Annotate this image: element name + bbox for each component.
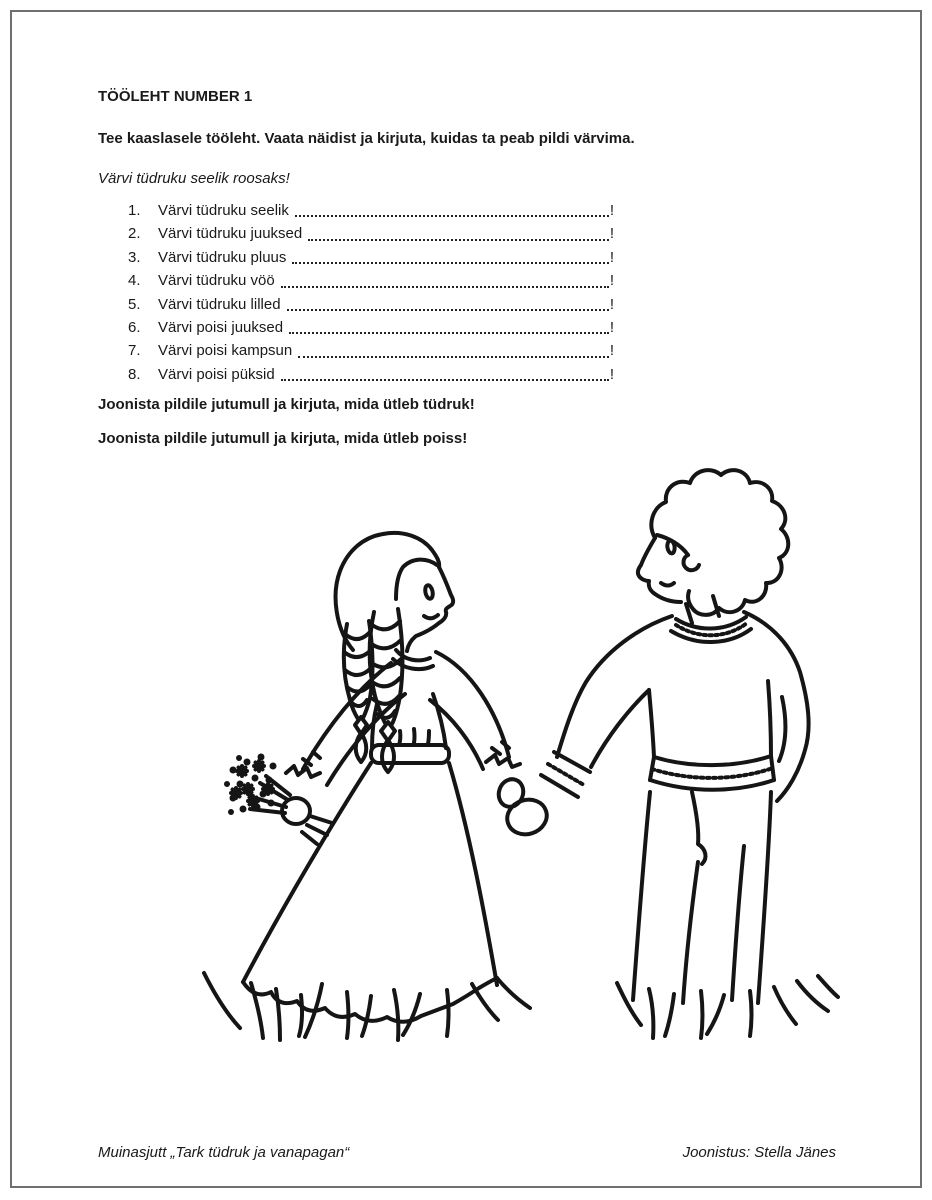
task-row	[98, 199, 614, 222]
task-label: Värvi tüdruku seelik	[158, 202, 289, 219]
bouquet-flowers	[224, 754, 290, 816]
task-number: 2.	[128, 225, 141, 243]
footer-source-text: Muinasjutt „Tark tüdruk ja vanapagan“	[98, 1144, 350, 1161]
task-exclamation: !	[609, 318, 614, 336]
dotted-answer-line	[281, 378, 609, 381]
dotted-answer-line	[292, 261, 608, 264]
dotted-answer-line	[287, 308, 609, 311]
worksheet-title: TÖÖLEHT NUMBER 1	[98, 88, 253, 105]
task-row	[98, 316, 614, 339]
task-exclamation: !	[609, 248, 614, 266]
task-number: 7.	[128, 342, 141, 360]
girl-right-hand	[495, 776, 527, 811]
task-label: Värvi tüdruku lilled	[158, 295, 281, 313]
task-label: Värvi tüdruku pluus	[158, 248, 287, 266]
footer	[98, 1143, 836, 1163]
task-row	[98, 246, 614, 269]
task-label: Värvi tüdruku vöö	[158, 272, 275, 290]
boy-hand	[503, 795, 552, 840]
speech-bubble-prompt-girl: Joonista pildile jutumull ja kirjuta, mida ütleb tüdruk!	[98, 396, 475, 413]
task-exclamation: !	[609, 202, 614, 219]
task-number: 5.	[128, 295, 141, 313]
task-row	[98, 363, 614, 386]
boy-smile	[661, 583, 674, 586]
task-number: 1.	[128, 202, 141, 219]
task-number: 8.	[128, 365, 141, 383]
task-exclamation: !	[609, 225, 614, 243]
task-row	[98, 269, 614, 292]
task-label: Värvi tüdruku juuksed	[158, 225, 303, 243]
speech-bubble-prompt-boy: Joonista pildile jutumull ja kirjuta, mida ütleb poiss!	[98, 430, 468, 447]
boy-pants	[633, 792, 771, 1003]
illustration-girl-and-boy-holding-hands	[150, 460, 840, 1080]
task-exclamation: !	[609, 272, 614, 290]
task-row	[98, 222, 614, 245]
task-exclamation: !	[609, 295, 614, 313]
task-row	[98, 339, 614, 362]
footer-artist-credit: Joonistus: Stella Jänes	[682, 1144, 836, 1161]
task-exclamation: !	[609, 365, 614, 383]
task-label: Värvi poisi püksid	[158, 365, 275, 383]
dotted-answer-line	[298, 355, 609, 358]
girl-eye	[424, 585, 434, 600]
task-label: Värvi poisi kampsun	[158, 342, 293, 360]
boy-eye	[667, 540, 676, 554]
worksheet-instruction: Tee kaaslasele tööleht. Vaata näidist ja kirjuta, kuidas ta peab pildi värvima.	[98, 130, 635, 147]
girl-smile	[424, 615, 438, 618]
boy-figure	[503, 470, 809, 1003]
task-list	[98, 199, 614, 386]
dotted-answer-line	[289, 331, 609, 334]
example-sentence: Värvi tüdruku seelik roosaks!	[98, 170, 290, 187]
task-row	[98, 293, 614, 316]
task-number: 4.	[128, 272, 141, 290]
task-number: 3.	[128, 248, 141, 266]
girl-left-hand	[282, 798, 310, 824]
task-label: Värvi poisi juuksed	[158, 318, 284, 336]
task-number: 6.	[128, 318, 141, 336]
dotted-answer-line	[281, 285, 609, 288]
dotted-answer-line	[308, 238, 609, 241]
task-exclamation: !	[609, 342, 614, 360]
girl-figure	[243, 533, 527, 1022]
dotted-answer-line	[295, 214, 609, 217]
